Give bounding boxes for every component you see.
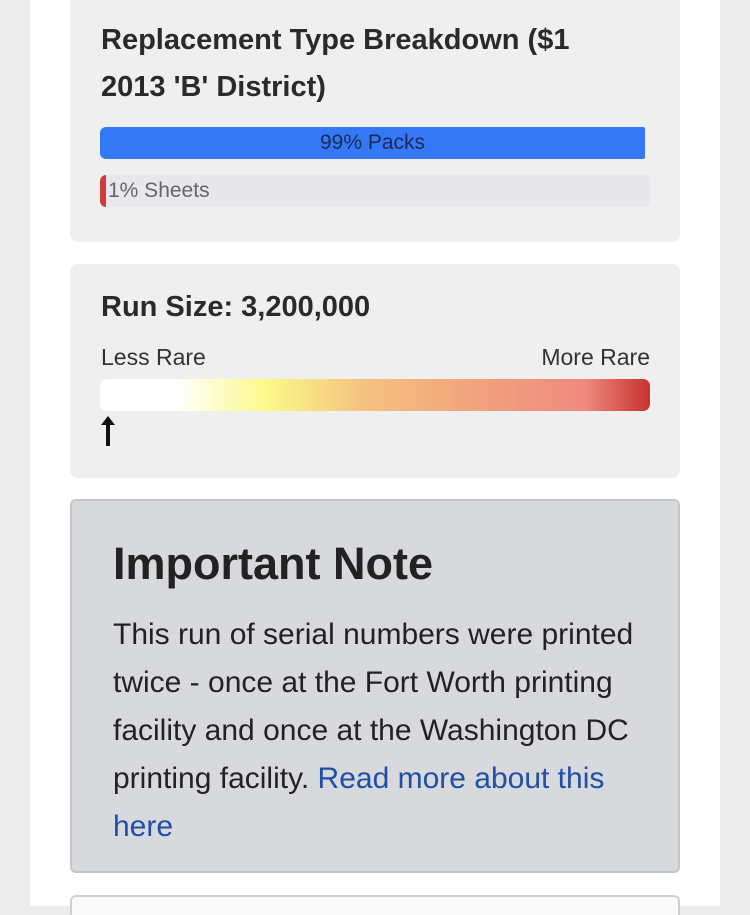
page-content bbox=[30, 0, 720, 906]
more-rare-label: More Rare bbox=[541, 344, 650, 370]
read-more-link[interactable]: Read more about this here bbox=[113, 762, 605, 843]
important-note-box bbox=[70, 499, 680, 873]
rarity-gradient-bar bbox=[100, 379, 650, 411]
note-body bbox=[113, 611, 653, 851]
note-title: Important Note bbox=[113, 538, 433, 589]
sheets-bar bbox=[100, 175, 650, 207]
replacement-breakdown-card bbox=[70, 0, 680, 242]
packs-bar-label: 99% Packs bbox=[319, 131, 426, 154]
run-size-title: Run Size: 3,200,000 bbox=[101, 291, 371, 323]
rarity-scale-labels bbox=[101, 344, 650, 371]
breakdown-title: Replacement Type Breakdown ($1 2013 'B' District) bbox=[101, 24, 570, 103]
sheets-bar-label: 1% Sheets bbox=[108, 179, 210, 202]
less-rare-label: Less Rare bbox=[101, 344, 206, 370]
run-size-card bbox=[70, 264, 680, 478]
note-text: This run of serial numbers were printed twice - once at the Fort Worth printing facility and once at the Washington DC printing facility. bbox=[113, 618, 634, 795]
next-card-edge bbox=[70, 895, 680, 915]
up-arrow-icon bbox=[101, 416, 115, 446]
packs-bar bbox=[100, 127, 650, 159]
